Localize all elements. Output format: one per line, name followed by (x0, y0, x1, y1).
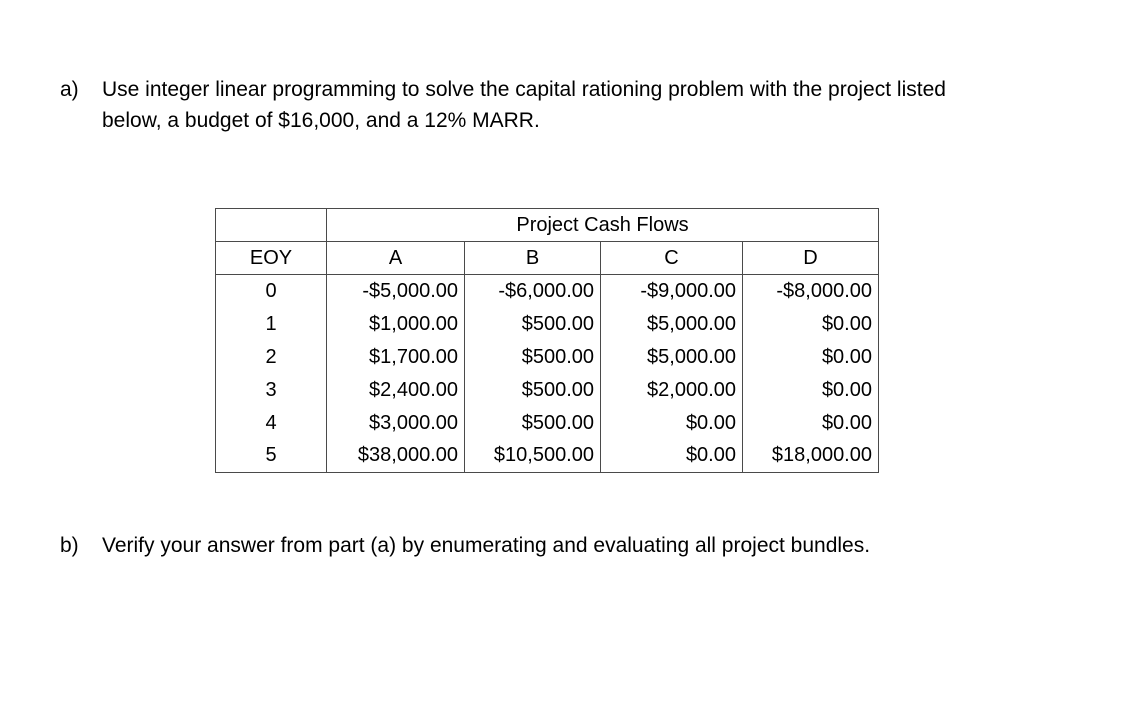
cell-b: $500.00 (465, 407, 601, 440)
cell-b: -$6,000.00 (465, 275, 601, 308)
cell-d: -$8,000.00 (743, 275, 879, 308)
cash-flow-table (215, 208, 879, 473)
header-project-c: C (601, 242, 743, 275)
table-row (216, 341, 879, 374)
cell-eoy: 5 (216, 440, 327, 473)
cell-b: $500.00 (465, 308, 601, 341)
header-project-d: D (743, 242, 879, 275)
table-row (216, 440, 879, 473)
table-row (216, 275, 879, 308)
table-row (216, 407, 879, 440)
table-header-row (216, 242, 879, 275)
table-title: Project Cash Flows (327, 209, 879, 242)
cell-eoy: 0 (216, 275, 327, 308)
cell-d: $0.00 (743, 374, 879, 407)
cell-b: $500.00 (465, 374, 601, 407)
cell-b: $500.00 (465, 341, 601, 374)
table-title-row (216, 209, 879, 242)
question-a-line-1: Use integer linear programming to solve the capital rationing problem with the project listed (102, 78, 946, 101)
cell-d: $0.00 (743, 407, 879, 440)
cell-a: -$5,000.00 (327, 275, 465, 308)
cell-c: $0.00 (601, 440, 743, 473)
cell-a: $1,700.00 (327, 341, 465, 374)
cell-d: $0.00 (743, 341, 879, 374)
question-b-label: b) (60, 534, 79, 557)
header-eoy: EOY (216, 242, 327, 275)
cell-a: $2,400.00 (327, 374, 465, 407)
cell-eoy: 2 (216, 341, 327, 374)
question-a-label: a) (60, 78, 79, 101)
cell-c: -$9,000.00 (601, 275, 743, 308)
table-row (216, 374, 879, 407)
cell-c: $5,000.00 (601, 341, 743, 374)
cell-d: $18,000.00 (743, 440, 879, 473)
question-b-text: Verify your answer from part (a) by enumerating and evaluating all project bundles. (102, 534, 871, 557)
table-row (216, 308, 879, 341)
cell-d: $0.00 (743, 308, 879, 341)
cell-a: $3,000.00 (327, 407, 465, 440)
cell-b: $10,500.00 (465, 440, 601, 473)
cell-eoy: 4 (216, 407, 327, 440)
cell-a: $1,000.00 (327, 308, 465, 341)
cell-a: $38,000.00 (327, 440, 465, 473)
question-a-line-2: below, a budget of $16,000, and a 12% MARR. (102, 109, 540, 132)
cell-eoy: 1 (216, 308, 327, 341)
table-corner-cell (216, 209, 327, 242)
cell-c: $2,000.00 (601, 374, 743, 407)
header-project-b: B (465, 242, 601, 275)
cell-c: $5,000.00 (601, 308, 743, 341)
cell-eoy: 3 (216, 374, 327, 407)
cell-c: $0.00 (601, 407, 743, 440)
header-project-a: A (327, 242, 465, 275)
